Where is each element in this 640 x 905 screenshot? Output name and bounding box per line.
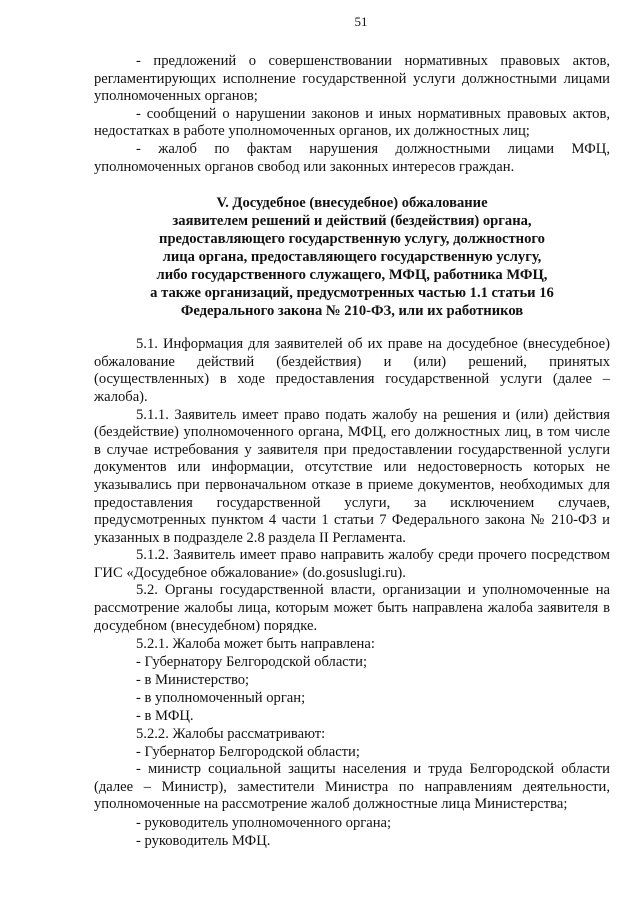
paragraph-5-2: 5.2. Органы государственной власти, организации и уполномоченные на рассмотрение жалобы лица, которым может быть направлена жалоба заявителя в досудебном (внесудебном) порядке. (94, 582, 610, 634)
page-number: 51 (354, 14, 368, 29)
intro-item-3: - жалоб по фактам нарушения должностными лицами МФЦ, уполномоченных органов свобод или законных интересов граждан. (94, 140, 610, 175)
heading-line-6: а также организаций, предусмотренных частью 1.1 статьи 16 (150, 285, 554, 302)
intro-item-1: - предложений о совершенствовании нормативных правовых актов, регламентирующих исполнение государственной услуги должностными лицами уполномоченных органов; (94, 53, 610, 105)
heading-line-2: заявителем решений и действий (бездействия) органа, (172, 213, 532, 230)
paragraph-5-2-2: 5.2.2. Жалобы рассматривают: (136, 726, 326, 743)
heading-line-1: V. Досудебное (внесудебное) обжалование (216, 195, 488, 212)
paragraph-5-1-1: 5.1.1. Заявитель имеет право подать жалобу на решения и (или) действия (бездействие) уполномоченного органа, МФЦ, его должностных лиц, в том числе в случае истребования у заявителя при предоставлении государственной услуги документов или информации, отсутствие или недостоверность которых не указывались при первоначальном отказе в приеме документов, необходимых для предоставления государственной услуги, за исключением случаев, предусмотренных пунктом 4 части 1 статьи 7 Федерального закона № 210-ФЗ и указанных в подразделе 2.8 раздела II Регламента. (94, 406, 610, 546)
paragraph-5-1-2: 5.1.2. Заявитель имеет право направить жалобу среди прочего посредством ГИС «Досудебное обжалование» (do.gosuslugi.ru). (94, 547, 610, 581)
heading-line-4: лица органа, предоставляющего государственную услугу, (162, 249, 542, 266)
reviewer-item-3: - руководитель уполномоченного органа; (136, 815, 392, 832)
section-heading (94, 194, 610, 320)
heading-line-3: предоставляющего государственную услугу, должностного (159, 231, 545, 248)
recipient-item-3: - в уполномоченный орган; (136, 690, 306, 707)
heading-line-7: Федерального закона № 210-ФЗ, или их работников (180, 303, 524, 320)
paragraph-5-1: 5.1. Информация для заявителей об их праве на досудебное (внесудебное) обжалование действий (бездействия) и (или) решений, принятых (осуществленных) в ходе предоставления государственной услуги (далее – жалоба). (94, 336, 610, 405)
heading-line-5: либо государственного служащего, МФЦ, работника МФЦ, (156, 267, 548, 284)
reviewer-item-4: - руководитель МФЦ. (136, 833, 271, 850)
reviewer-item-1: - Губернатор Белгородской области; (136, 744, 360, 761)
intro-item-2: - сообщений о нарушении законов и иных нормативных правовых актов, недостатках в работе уполномоченных органов, их должностных лиц; (94, 105, 610, 140)
recipient-item-4: - в МФЦ. (136, 708, 194, 725)
recipient-item-1: - Губернатору Белгородской области; (136, 654, 368, 671)
recipient-item-2: - в Министерство; (136, 672, 250, 689)
reviewer-item-2: - министр социальной защиты населения и труда Белгородской области (далее – Министр), заместители Министра по направлениям деятельности, уполномоченные на рассмотрение жалоб должностные лица Министерства; (94, 761, 610, 813)
paragraph-5-2-1: 5.2.1. Жалоба может быть направлена: (136, 636, 375, 653)
